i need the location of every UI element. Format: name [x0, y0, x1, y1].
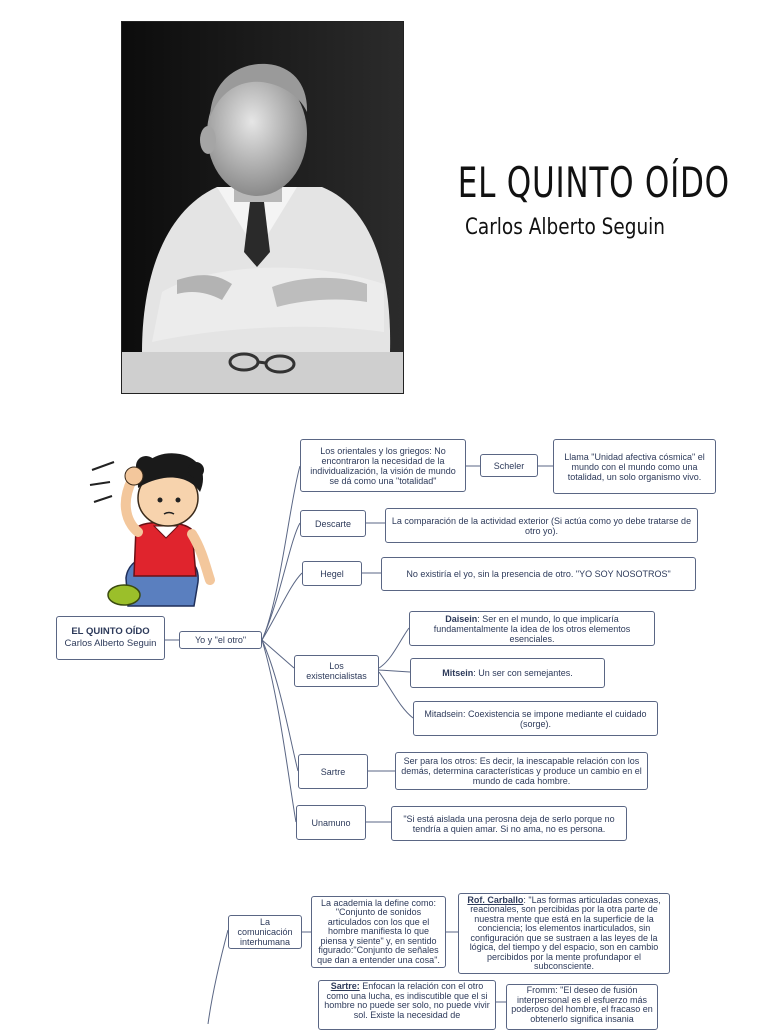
carballo-desc: : "Las formas articuladas conexas, reacionales, son percibidas por la otra parte de nuestra mente que está en la superficie de la conciencia; los elementos inarticulados, sin configuración que se sustraen a las leyes de la lógica, del tiempo y del espacio, son en cambio percibidos por la mente profundapor el subconsciente.	[469, 894, 661, 971]
node-mitadsein[interactable]: Mitadsein: Coexistencia se impone mediante el cuidado (sorge).	[413, 701, 658, 736]
thinking-kid-illustration	[88, 440, 228, 610]
node-unamuno[interactable]: Unamuno	[296, 805, 366, 840]
page-subtitle: Carlos Alberto Seguin	[464, 215, 666, 240]
node-descarte-desc[interactable]: La comparación de la actividad exterior (Si actúa como yo debe tratarse de otro yo).	[385, 508, 698, 543]
root-title: EL QUINTO OÍDO	[71, 626, 150, 637]
node-sartre-desc[interactable]: Ser para los otros: Es decir, la inescapable relación con los demás, determina características y produce un cambio en el mundo de cada hombre.	[395, 752, 648, 790]
node-sartre-2[interactable]	[318, 980, 496, 1030]
node-existencialistas[interactable]: Los existencialistas	[294, 655, 379, 687]
node-hegel-desc[interactable]: No existiría el yo, sin la presencia de otro. "YO SOY NOSOTROS"	[381, 557, 696, 591]
node-scheler[interactable]: Scheler	[480, 454, 538, 477]
node-sartre[interactable]: Sartre	[298, 754, 368, 789]
hub-node[interactable]: Yo y "el otro"	[179, 631, 262, 649]
page-title: EL QUINTO OÍDO	[457, 158, 730, 207]
root-subtitle: Carlos Alberto Seguin	[64, 638, 157, 649]
sartre2-term: Sartre:	[330, 981, 360, 991]
mitsein-desc: : Un ser con semejantes.	[473, 668, 573, 678]
node-academia[interactable]: La academia la define como: "Conjunto de sonidos articulados con los que el hombre manifiesta lo que piensa y siente" y, en sentido figurado:"Conjunto de señales que dan a entender una cosa".	[311, 896, 446, 968]
node-carballo[interactable]	[458, 893, 670, 974]
mitsein-term: Mitsein	[442, 668, 474, 678]
daisein-term: Daisein	[445, 613, 478, 624]
sartre2-desc: Enfocan la relación con el otro como una lucha, es indiscutible que el si hombre no puede ser solo, no puede vivir sol. Existe la necesidad de	[324, 981, 490, 1020]
node-fromm[interactable]: Fromm: "El deseo de fusión interpersonal es el esfuerzo más poderoso del hombre, el fracaso en obtenerlo significa insania	[506, 984, 658, 1030]
node-orientales[interactable]: Los orientales y los griegos: No encontraron la necesidad de la individualización, la visión de mundo se dá como una "totalidad"	[300, 439, 466, 492]
author-portrait	[121, 21, 404, 394]
node-comunicacion[interactable]: La comunicación interhumana	[228, 915, 302, 949]
node-unamuno-desc[interactable]: "Si está aislada una perosna deja de serlo porque no tendría a quien amar. Si no ama, no es persona.	[391, 806, 627, 841]
node-descarte[interactable]: Descarte	[300, 510, 366, 537]
node-scheler-desc[interactable]: Llama "Unidad afectiva cósmica" el mundo con el mundo como una totalidad, un solo organismo vivo.	[553, 439, 716, 494]
root-node[interactable]	[56, 616, 165, 660]
carballo-term: Rof. Carballo	[467, 894, 524, 905]
node-daisein[interactable]	[409, 611, 655, 646]
daisein-desc: : Ser en el mundo, lo que implicaría fundamentalmente la idea de los otros elementos esenciales.	[433, 613, 631, 644]
node-hegel[interactable]: Hegel	[302, 561, 362, 586]
node-mitsein[interactable]	[410, 658, 605, 688]
